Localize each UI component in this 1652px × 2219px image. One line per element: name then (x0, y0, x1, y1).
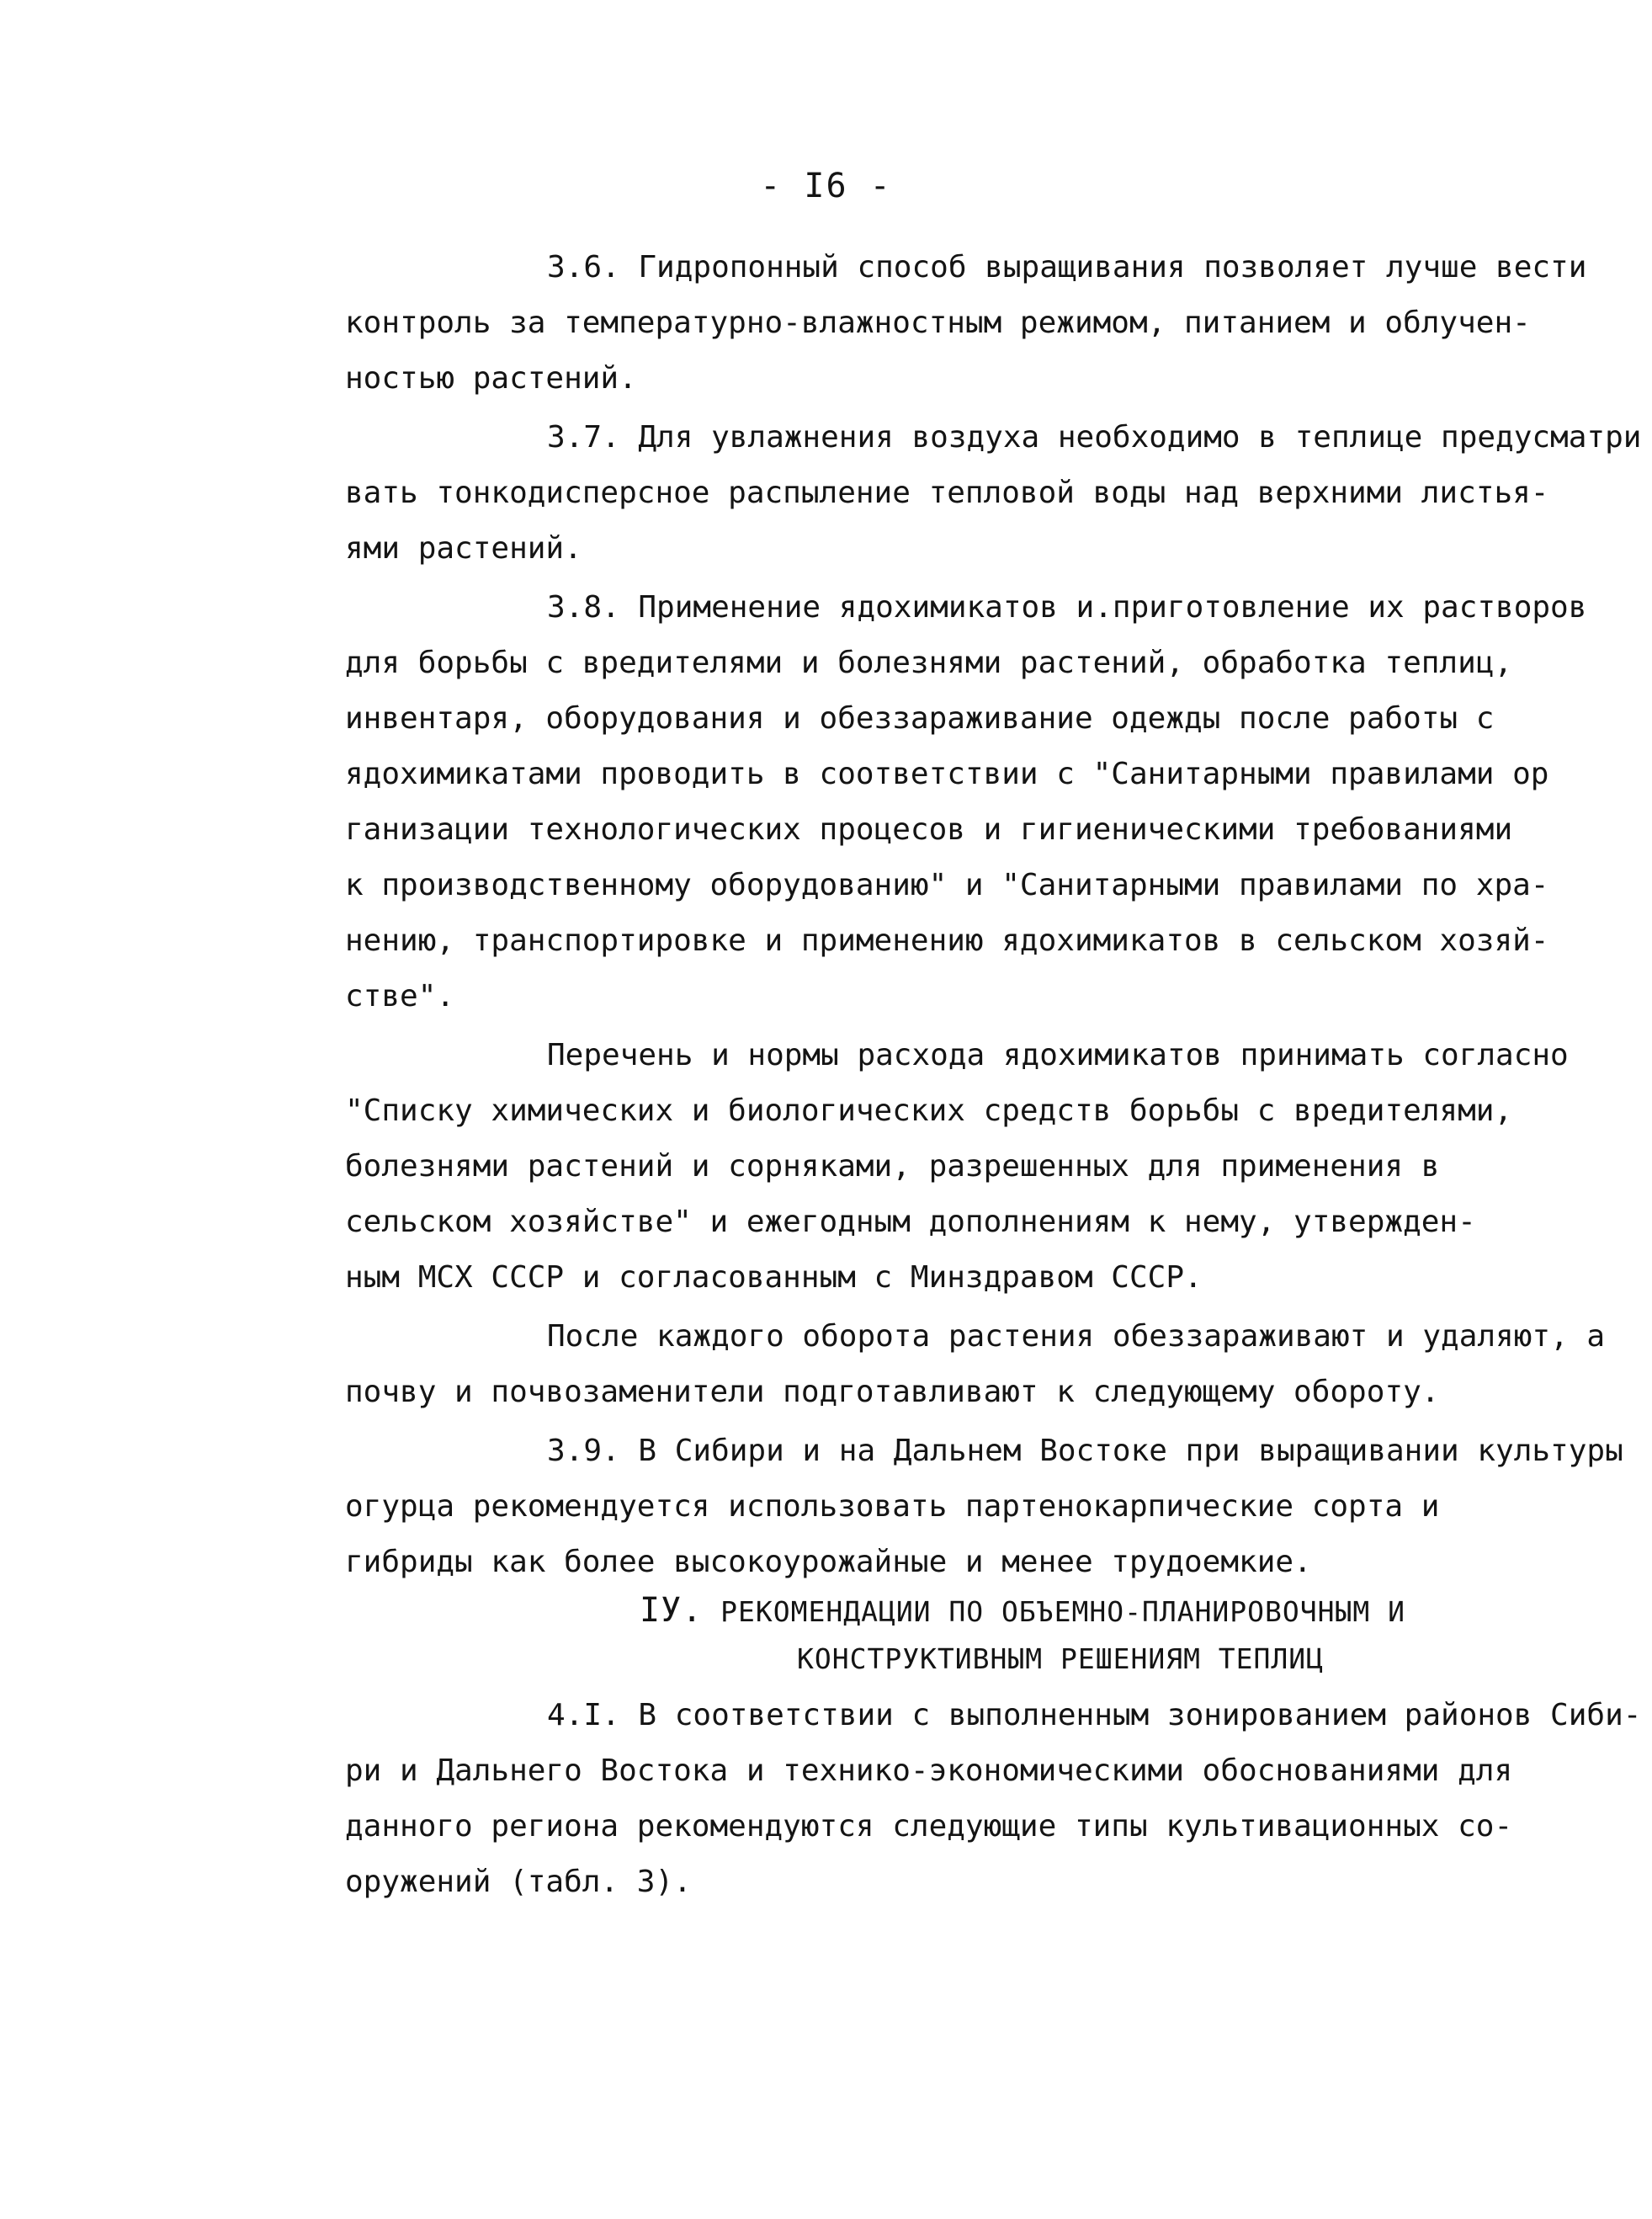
section-heading (446, 1587, 1565, 1683)
text-line: стве". (345, 979, 455, 1014)
text-line: огурца рекомендуется использовать партенокарпические сорта и (345, 1489, 1440, 1524)
paragraph-3-9 (345, 1423, 1623, 1590)
text-line: 3.8. Применение ядохимикатов и.приготовление их растворов (547, 590, 1587, 625)
text-line: ядохимикатами проводить в соответствии с "Санитарными правилами ор (345, 757, 1549, 791)
page-number: - I6 - (760, 167, 892, 205)
paragraph-3-6 (345, 240, 1587, 407)
paragraph-3-7 (345, 410, 1642, 577)
text-line: ри и Дальнего Востока и технико-экономическими обоснованиями для (345, 1753, 1513, 1788)
text-line: для борьбы с вредителями и болезнями растений, обработка теплиц, (345, 646, 1513, 680)
text-line: нению, транспортировке и применению ядохимикатов в сельском хозяй- (345, 923, 1549, 958)
text-line: Перечень и нормы расхода ядохимикатов принимать согласно (547, 1038, 1569, 1072)
text-line: оружений (табл. 3). (345, 1865, 692, 1899)
section-title-part-1: РЕКОМЕНДАЦИИ ПО ОБЪЕМНО-ПЛАНИРОВОЧНЫМ И (720, 1595, 1405, 1628)
document-body (345, 240, 1642, 1910)
paragraph-4-1 (345, 1688, 1642, 1910)
text-line: 4.I. В соответствии с выполненным зонированием районов Сиби- (547, 1698, 1642, 1732)
text-line: болезнями растений и сорняками, разрешенных для применения в (345, 1149, 1440, 1184)
section-number: IУ. (640, 1591, 704, 1630)
text-line: гибриды как более высокоурожайные и менее трудоемкие. (345, 1545, 1312, 1579)
text-line: ным МСХ СССР и согласованным с Минздравом СССР. (345, 1260, 1203, 1295)
text-line: "Списку химических и биологических средств борьбы с вредителями, (345, 1094, 1513, 1128)
text-line: вать тонкодисперсное распыление тепловой воды над верхними листья- (345, 476, 1549, 510)
text-line: После каждого оборота растения обеззараживают и удаляют, а (547, 1319, 1606, 1354)
text-line: ностью растений. (345, 361, 637, 396)
text-line: контроль за температурно-влажностным режимом, питанием и облучен- (345, 306, 1531, 340)
text-line: к производственному оборудованию" и "Санитарными правилами по хра- (345, 868, 1549, 902)
text-line: ями растений. (345, 531, 582, 566)
text-line: данного региона рекомендуются следующие типы культивационных со- (345, 1809, 1513, 1844)
text-line: 3.7. Для увлажнения воздуха необходимо в теплице предусматри (547, 420, 1642, 455)
section-title-part-2: КОНСТРУКТИВНЫМ РЕШЕНИЯМ ТЕПЛИЦ (796, 1642, 1325, 1675)
text-line: 3.6. Гидропонный способ выращивания позволяет лучше вести (547, 250, 1587, 285)
text-line: ганизации технологических процесов и гигиеническими требованиями (345, 812, 1513, 847)
paragraph-pesticide-list (345, 1028, 1569, 1306)
section-heading-line-1 (480, 1587, 1565, 1636)
paragraph-after-rotation (345, 1309, 1606, 1420)
text-line: почву и почвозаменители подготавливают к следующему обороту. (345, 1375, 1440, 1409)
text-line: 3.9. В Сибири и на Дальнем Востоке при выращивании культуры (547, 1434, 1623, 1468)
text-line: сельском хозяйстве" и ежегодным дополнениям к нему, утвержден- (345, 1205, 1476, 1239)
text-line: инвентаря, оборудования и обеззараживание одежды после работы с (345, 701, 1495, 736)
paragraph-3-8 (345, 580, 1587, 1024)
